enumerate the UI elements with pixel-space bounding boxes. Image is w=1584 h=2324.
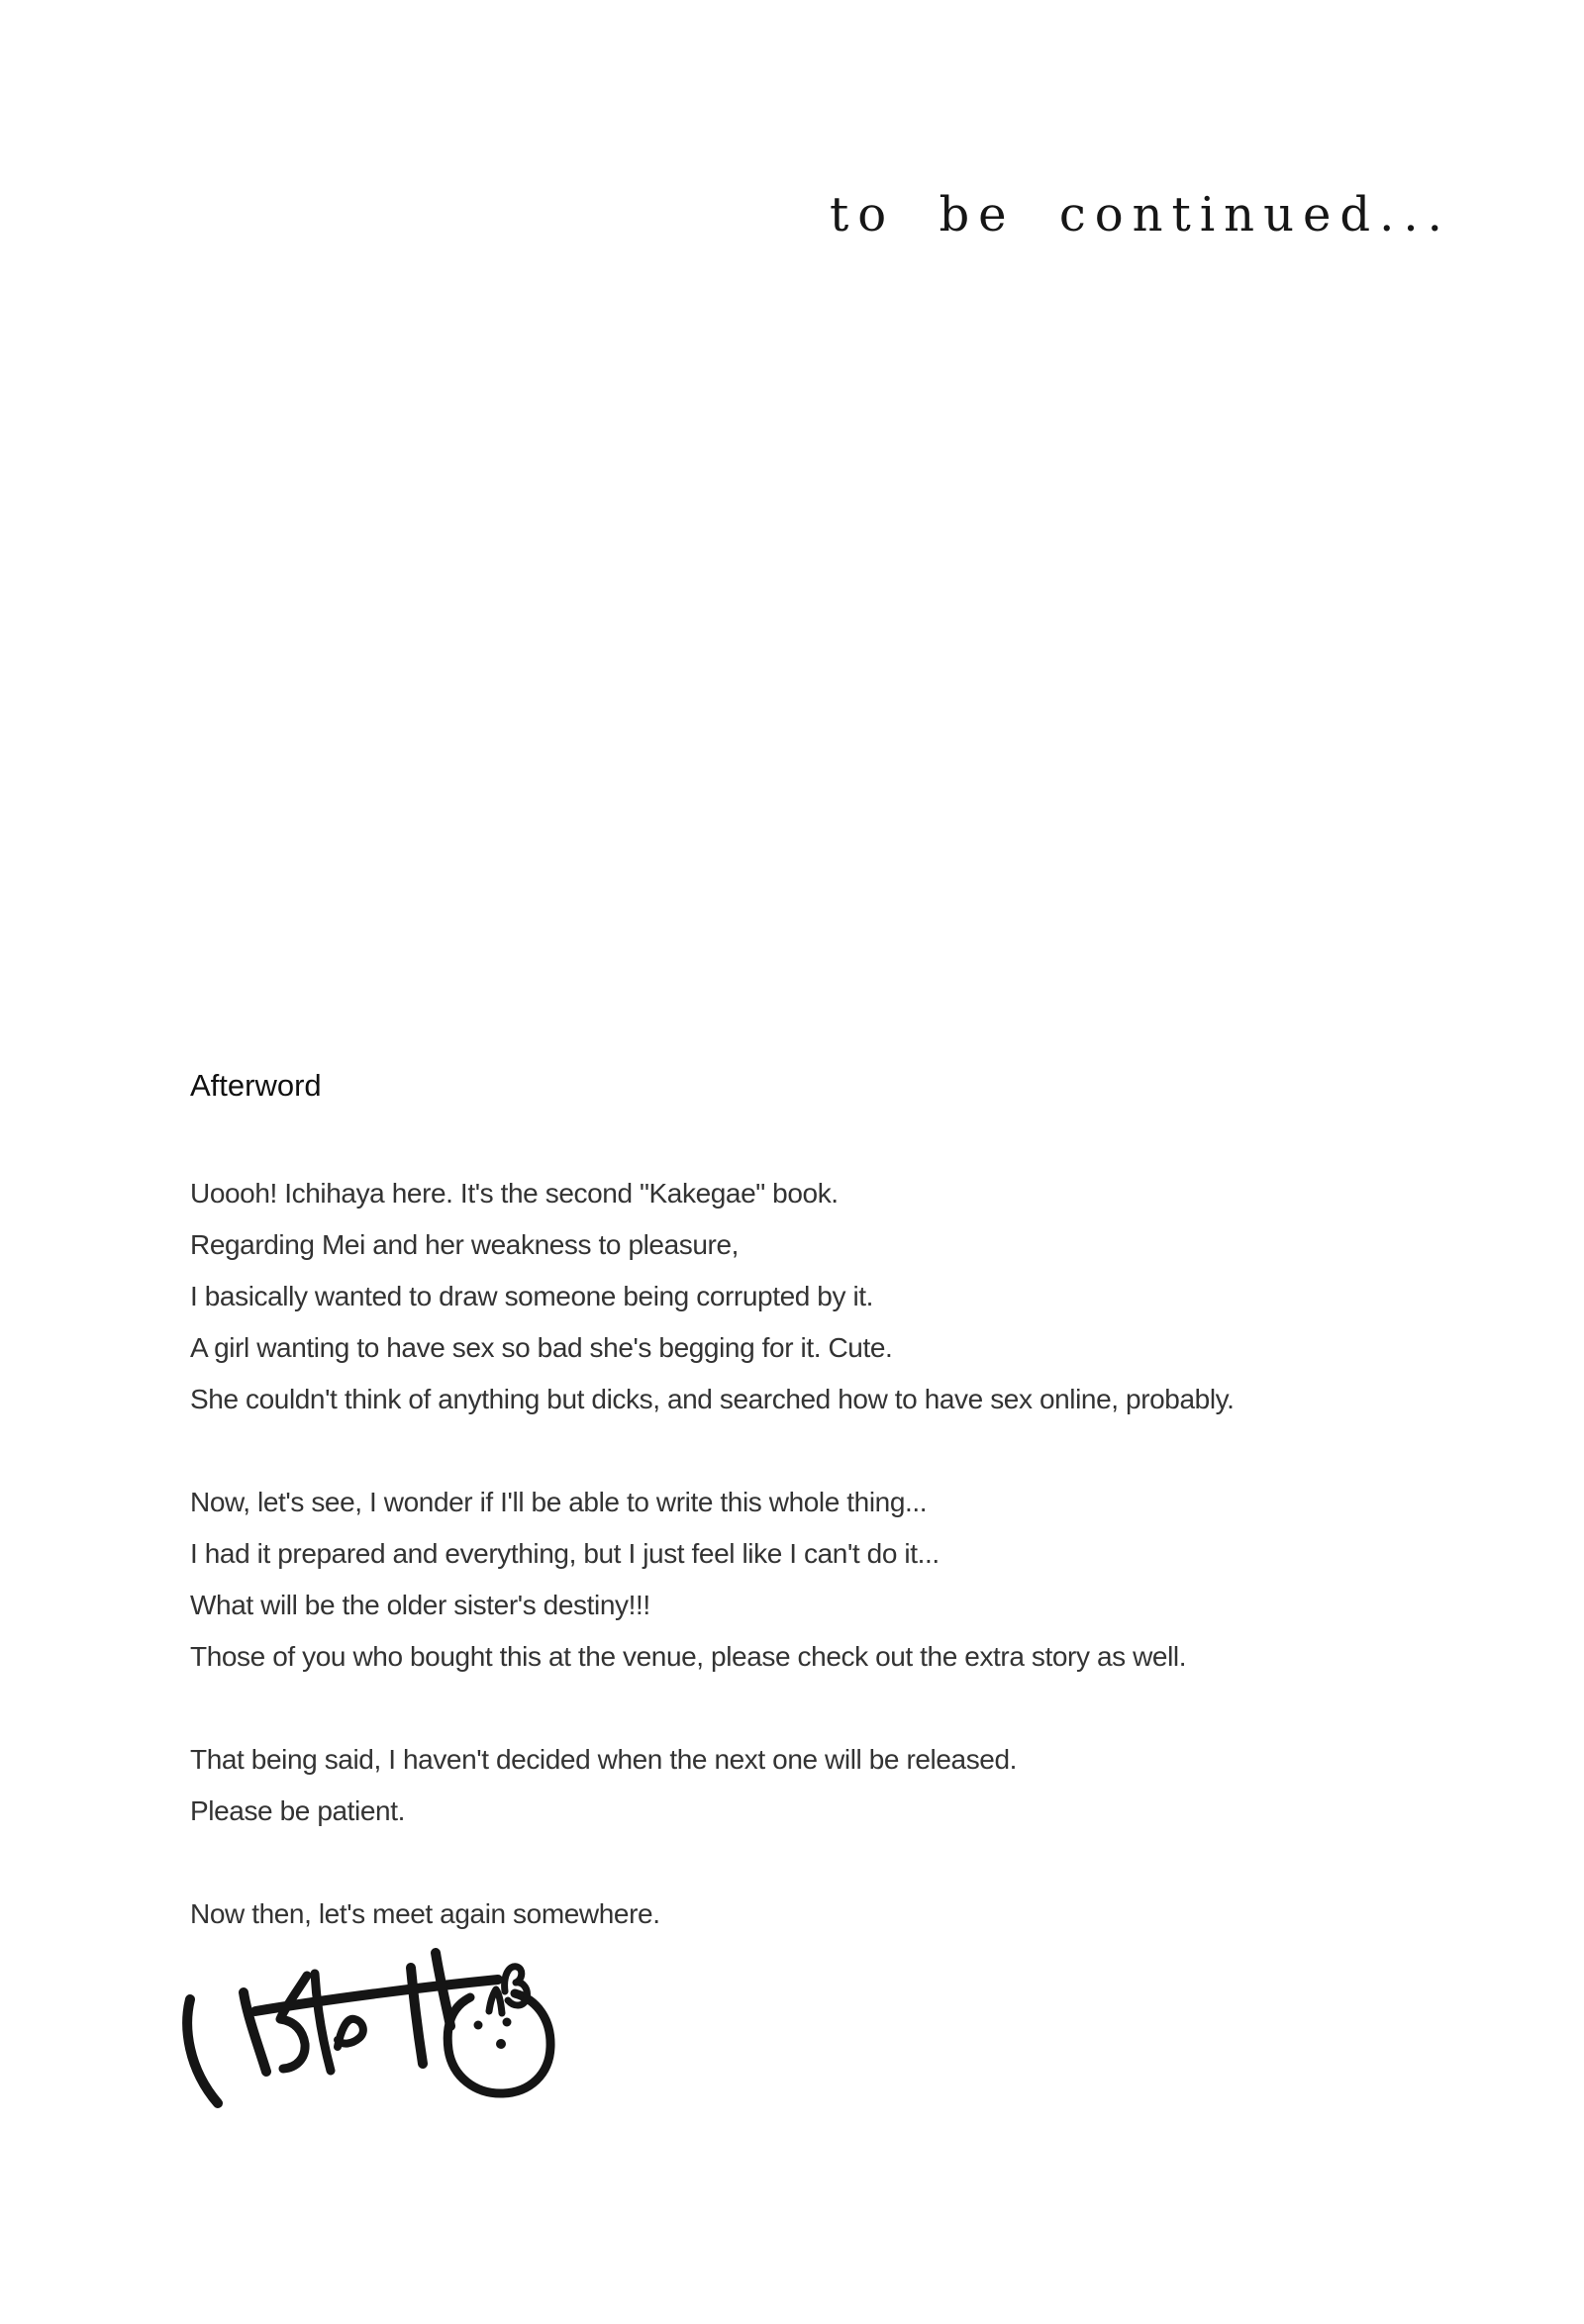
paragraph-1 bbox=[190, 1168, 1477, 1425]
text-line: What will be the older sister's destiny!!! bbox=[190, 1590, 650, 1620]
text-line: Now, let's see, I wonder if I'll be able to write this whole thing... bbox=[190, 1487, 928, 1517]
signature-stroke-chi bbox=[280, 1976, 307, 2069]
bunny-right-eye bbox=[503, 2018, 512, 2027]
text-line: Now then, let's meet again somewhere. bbox=[190, 1898, 660, 1929]
afterword-content bbox=[190, 1067, 1477, 1940]
paragraph-3 bbox=[190, 1734, 1477, 1837]
text-line: Those of you who bought this at the venue, please check out the extra story as well. bbox=[190, 1641, 1187, 1672]
bunny-left-eye bbox=[474, 2021, 483, 2030]
bunny-left-ear bbox=[489, 1989, 502, 2013]
afterword-heading: Afterword bbox=[190, 1068, 322, 1103]
text-line: Please be patient. bbox=[190, 1795, 405, 1826]
paragraph-2 bbox=[190, 1477, 1477, 1683]
to-be-continued-text: to be continued... bbox=[830, 187, 1451, 242]
artist-signature-drawing bbox=[168, 1948, 574, 2121]
signature-stroke-i-1 bbox=[187, 1999, 218, 2103]
signature-stroke-ha-vertical bbox=[315, 1974, 331, 2071]
signature-stroke-i-2 bbox=[244, 1992, 266, 2072]
signature-stroke-ya-1 bbox=[411, 1968, 423, 2064]
text-line: She couldn't think of anything but dicks, and searched how to have sex online, probably. bbox=[190, 1384, 1235, 1414]
bunny-nose bbox=[496, 2039, 506, 2049]
text-line: I basically wanted to draw someone being corrupted by it. bbox=[190, 1281, 874, 1311]
text-line: A girl wanting to have sex so bad she's begging for it. Cute. bbox=[190, 1332, 893, 1363]
text-line: Regarding Mei and her weakness to pleasure, bbox=[190, 1229, 740, 1260]
text-line: That being said, I haven't decided when the next one will be released. bbox=[190, 1744, 1018, 1775]
text-line: Uoooh! Ichihaya here. It's the second "Kakegae" book. bbox=[190, 1178, 839, 1209]
signature-stroke-ha-loop bbox=[338, 2019, 363, 2047]
text-line: I had it prepared and everything, but I just feel like I can't do it... bbox=[190, 1538, 940, 1569]
bunny-right-ear bbox=[505, 1967, 528, 2005]
paragraph-4 bbox=[190, 1888, 1477, 1940]
